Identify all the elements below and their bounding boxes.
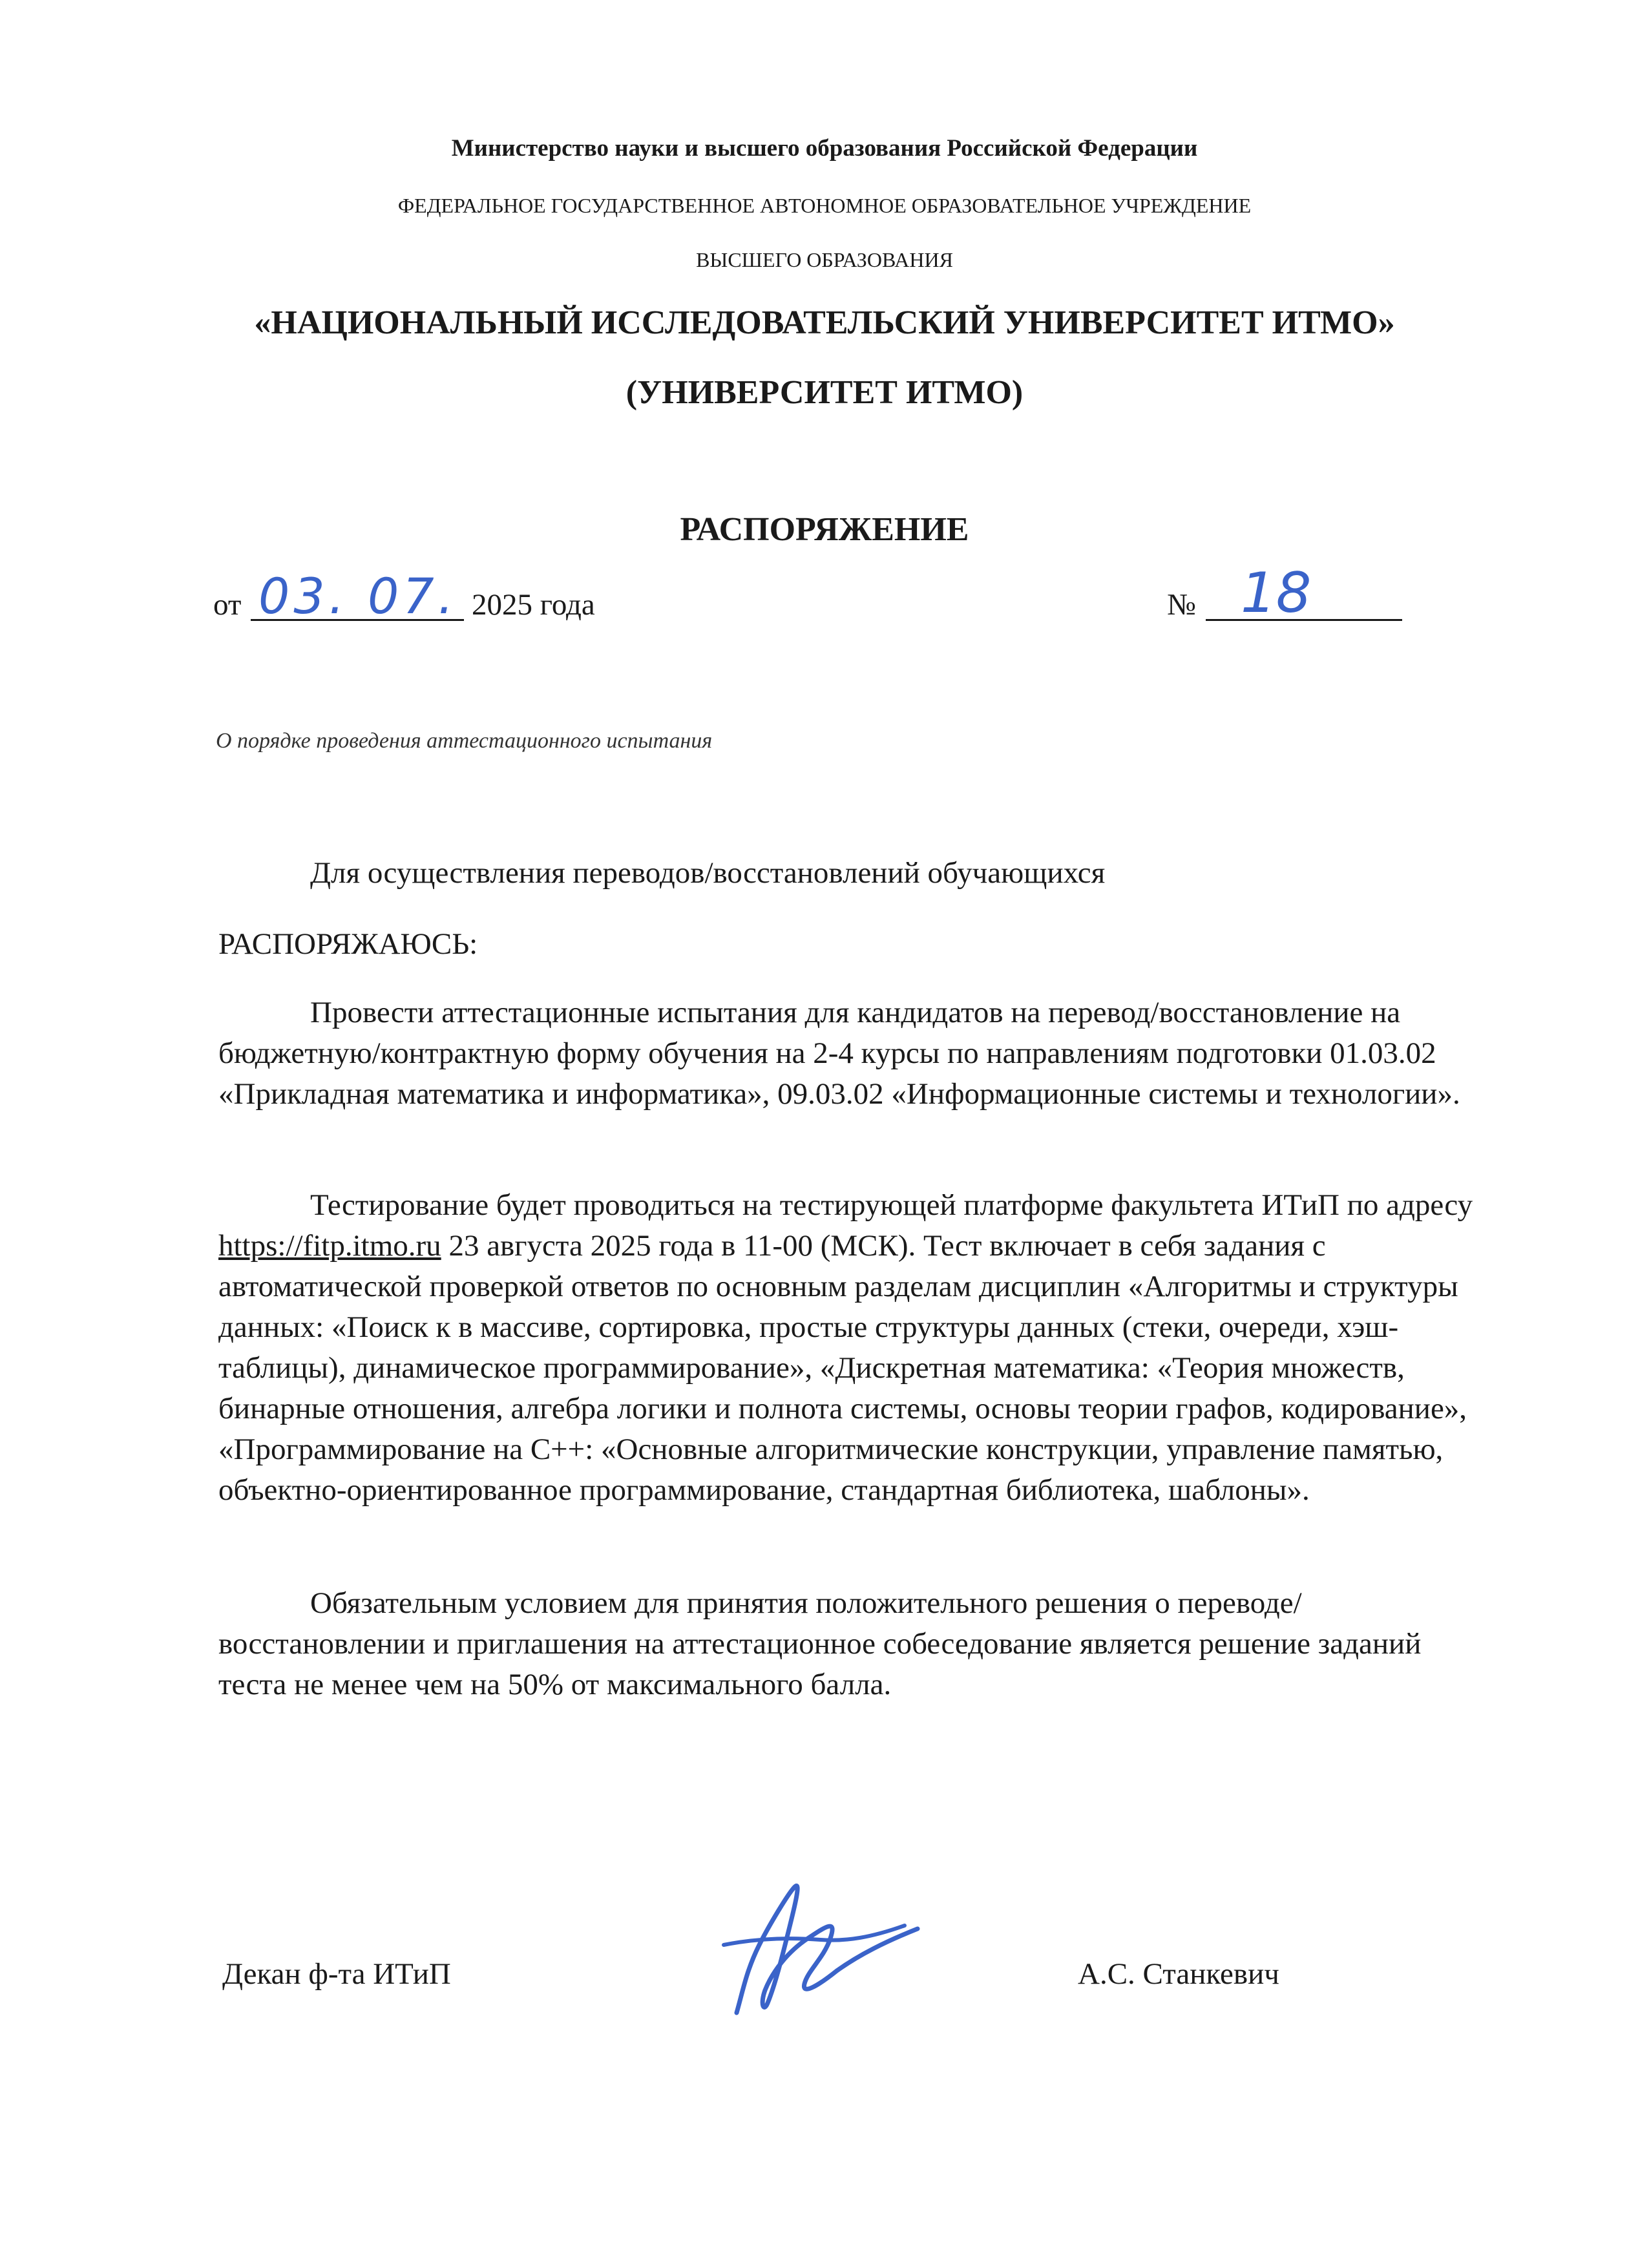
date-suffix: 2025 года bbox=[472, 588, 595, 622]
date-handwritten: 03. 07. bbox=[258, 567, 457, 625]
handwritten-signature bbox=[698, 1861, 943, 2022]
signatory-name: А.С. Станкевич bbox=[1078, 1957, 1279, 1991]
university-short-name: (УНИВЕРСИТЕТ ИТМО) bbox=[625, 374, 1024, 411]
signatory-role: Декан ф-та ИТиП bbox=[222, 1957, 451, 1991]
intro-text: Для осуществления переводов/восстановлений обучающихся bbox=[310, 856, 1106, 890]
number-label: № bbox=[1167, 588, 1196, 622]
paragraph-testing-text-1: Тестирование будет проводиться на тестирующей платформе факультета ИТиП по адресу bbox=[310, 1188, 1473, 1222]
paragraph-condition: Обязательным условием для принятия положительного решения о переводе/восстановлении и приглашения на аттестационное собеседование является решение заданий теста не менее чем на 50% от максимального балла. bbox=[218, 1586, 1422, 1701]
document-type: РАСПОРЯЖЕНИЕ bbox=[680, 511, 969, 548]
ministry-name: Министерство науки и высшего образования Российской Федерации bbox=[451, 135, 1198, 162]
number-handwritten: 18 bbox=[1241, 561, 1312, 625]
federal-institution-line1: ФЕДЕРАЛЬНОЕ ГОСУДАРСТВЕННОЕ АВТОНОМНОЕ ОБРАЗОВАТЕЛЬНОЕ УЧРЕЖДЕНИЕ bbox=[397, 194, 1252, 217]
paragraph-testing bbox=[218, 1185, 1485, 1511]
date-prefix: от bbox=[213, 588, 242, 622]
paragraph-attestation: Провести аттестационные испытания для кандидатов на перевод/восстановление на бюджетную/контрактную форму обучения на 2-4 курсы по направлениям подготовки 01.03.02 «Прикладная математика и информатика», 09.03.02 «Информационные системы и технологии». bbox=[218, 996, 1460, 1111]
order-word: РАСПОРЯЖАЮСЬ: bbox=[218, 927, 478, 961]
paragraph-testing-text-2: 23 августа 2025 года в 11-00 (МСК). Тест включает в себя задания с автоматической проверкой ответов по основным разделам дисциплин «Алгоритмы и структуры данных: «Поиск к в массиве, сортировка, простые структуры данных (стеки, очереди, хэш-таблицы), динамическое программирование», «Дискретная математика: «Теория множеств, бинарные отношения, алгебра логики и полнота системы, основы теории графов, кодирование», «Программирование на С++: «Основные алгоритмические конструкции, управление памятью, объектно-ориентированное программирование, стандартная библиотека, шаблоны». bbox=[218, 1229, 1467, 1507]
document-subject: О порядке проведения аттестационного испытания bbox=[216, 729, 713, 753]
university-name: «НАЦИОНАЛЬНЫЙ ИССЛЕДОВАТЕЛЬСКИЙ УНИВЕРСИТЕТ ИТМО» bbox=[254, 304, 1395, 341]
federal-institution-line2: ВЫСШЕГО ОБРАЗОВАНИЯ bbox=[696, 248, 953, 271]
platform-link[interactable]: https://fitp.itmo.ru bbox=[218, 1229, 441, 1263]
